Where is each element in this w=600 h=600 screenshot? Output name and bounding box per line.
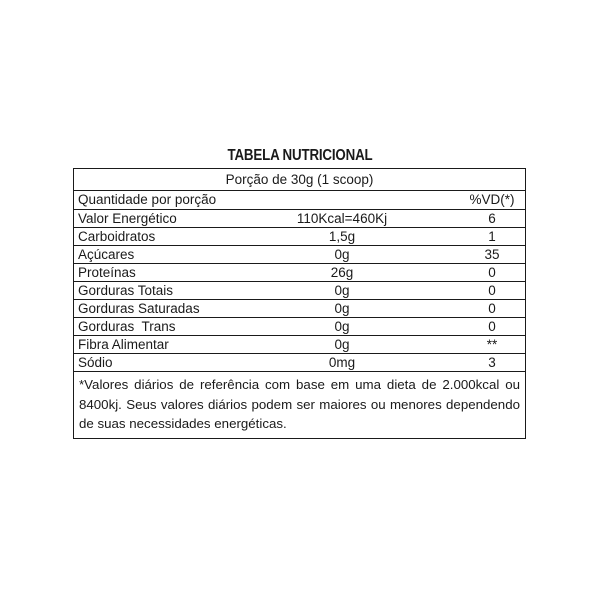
quantity-header: Quantidade por porção [78,192,217,207]
nutrient-name: Sódio [78,355,113,370]
nutrient-quantity: 26g [330,265,354,280]
table-row [74,228,525,246]
nutrient-vd: 3 [488,355,496,370]
nutrient-name: Gorduras Totais [78,283,174,298]
table-row [74,246,525,264]
table-row [74,300,525,318]
nutrient-quantity: 0mg [328,355,356,370]
table-row [74,264,525,282]
table-row [74,318,525,336]
nutrient-name: Gorduras Saturadas [78,301,200,316]
nutrient-vd: 0 [488,319,496,334]
table-row [74,354,525,372]
nutrient-name: Fibra Alimentar [78,337,169,352]
table-title: TABELA NUTRICIONAL [227,147,373,164]
footnote: *Valores diários de referência com base em uma dieta de 2.000kcal ou 8400kj. Seus valores diários podem ser maiores ou menores dependendo de suas necessidades energéticas. [79,377,520,431]
nutrient-vd: 0 [488,301,496,316]
nutrient-vd: 0 [488,283,496,298]
table-row [74,210,525,228]
table-row [74,336,525,354]
nutrient-name: Açúcares [78,247,135,262]
nutrient-quantity: 1,5g [328,229,356,244]
nutrient-vd: 6 [488,211,496,226]
nutrient-name: Valor Energético [78,211,177,226]
table-header-row [74,191,525,210]
nutrient-name: Carboidratos [78,229,156,244]
nutrient-name: Proteínas [78,265,136,280]
nutrient-quantity: 110Kcal=460Kj [296,211,388,226]
nutrition-table [73,168,526,439]
nutrient-quantity: 0g [334,319,350,334]
nutrient-quantity: 0g [334,247,350,262]
nutrient-vd: 0 [488,265,496,280]
table-row [74,282,525,300]
nutrient-vd: ** [486,337,498,352]
nutrient-quantity: 0g [334,283,350,298]
nutrient-vd: 35 [484,247,500,262]
nutrient-quantity: 0g [334,301,350,316]
vd-header: %VD(*) [469,192,515,207]
nutrient-name: Gorduras Trans [78,319,176,334]
portion-size: Porção de 30g (1 scoop) [74,169,525,191]
nutrient-vd: 1 [488,229,496,244]
nutrient-quantity: 0g [334,337,350,352]
